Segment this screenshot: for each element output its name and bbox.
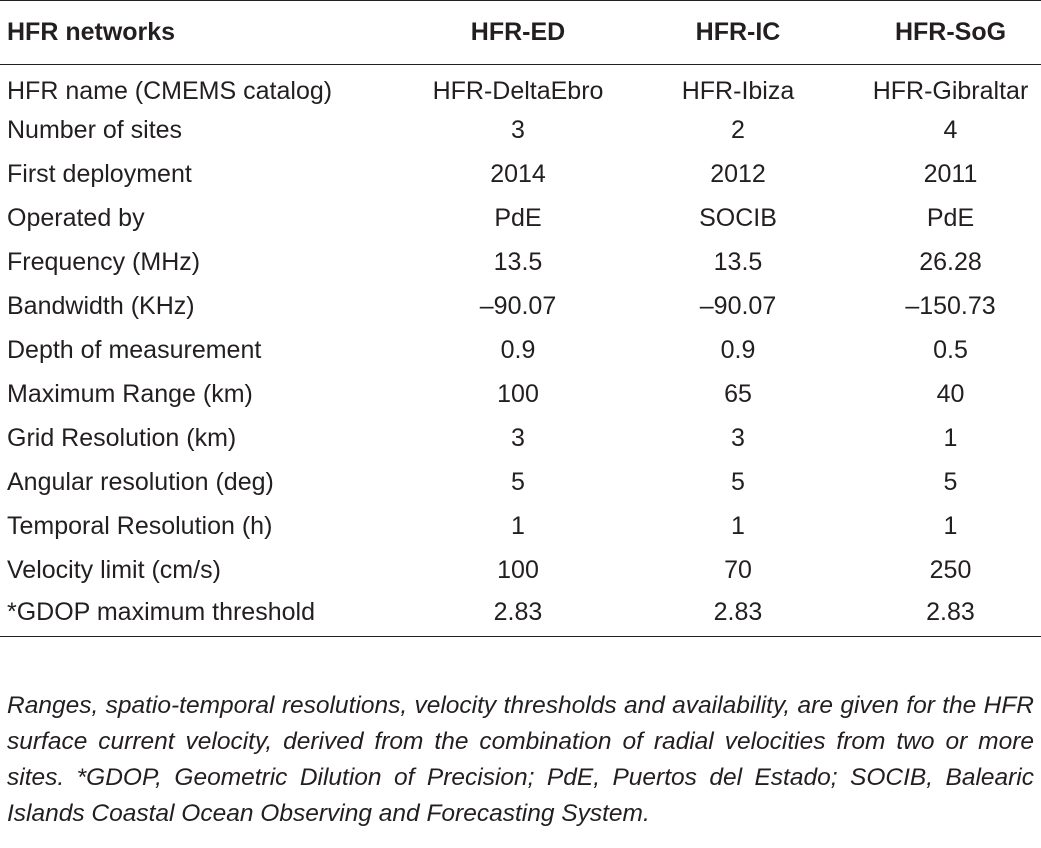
- column-header-hfr-ed: HFR-ED: [420, 1, 616, 65]
- cell-hfr-ed: HFR-DeltaEbro: [432, 77, 604, 106]
- cell-hfr-ic: 0.9: [720, 336, 756, 364]
- cell-hfr-sog: 26.28: [919, 248, 982, 276]
- cell-hfr-ic: –90.07: [699, 292, 777, 320]
- row-label: Number of sites: [7, 116, 183, 144]
- cell-hfr-sog: 4: [943, 116, 958, 144]
- table-row: [0, 285, 1041, 329]
- cell-hfr-ed: 2014: [490, 160, 546, 188]
- cell-hfr-ic: 1: [731, 512, 745, 540]
- table-row: [0, 65, 1041, 109]
- table-row: [0, 109, 1041, 153]
- cell-hfr-sog: –150.73: [905, 292, 996, 320]
- cell-hfr-ic: 65: [724, 380, 752, 408]
- row-label: Temporal Resolution (h): [7, 512, 273, 540]
- cell-hfr-ic: 3: [731, 424, 745, 452]
- cell-hfr-sog: 2.83: [860, 593, 1041, 637]
- cell-hfr-ic: 2.83: [616, 593, 860, 637]
- cell-hfr-ic: 5: [731, 468, 745, 496]
- column-header-hfr-ic: HFR-IC: [616, 1, 860, 65]
- cell-hfr-sog: 0.5: [933, 336, 968, 364]
- cell-hfr-ed: 1: [511, 512, 525, 540]
- table-row: [0, 417, 1041, 461]
- row-label: Velocity limit (cm/s): [7, 556, 221, 584]
- cell-hfr-ed: 2.83: [420, 593, 616, 637]
- table-header-row: [0, 1, 1041, 65]
- cell-hfr-ed: 5: [511, 468, 525, 496]
- cell-hfr-ic: HFR-Ibiza: [681, 77, 795, 106]
- column-header-hfr-sog: HFR-SoG: [860, 1, 1041, 65]
- row-label: Angular resolution (deg): [7, 468, 274, 496]
- cell-hfr-sog: 5: [943, 468, 958, 496]
- cell-hfr-ed: PdE: [494, 204, 542, 232]
- cell-hfr-sog: 40: [936, 380, 965, 408]
- cell-hfr-ed: 100: [497, 556, 539, 584]
- row-label: HFR name (CMEMS catalog): [7, 77, 333, 106]
- cell-hfr-ic: 2: [731, 116, 745, 144]
- table-footnote: Ranges, spatio-temporal resolutions, velocity thresholds and availability, are given for the HFR surface current velocity, derived from the combination of radial velocities from two or more sites. *GDOP, Geometric Dilution of Precision; PdE, Puertos del Estado; SOCIB, Balearic Islands Coastal Ocean Observing and Forecasting System.: [7, 691, 1034, 827]
- table-row: [0, 197, 1041, 241]
- cell-hfr-ed: 100: [497, 380, 539, 408]
- row-label: Frequency (MHz): [7, 248, 201, 276]
- row-label: Grid Resolution (km): [7, 424, 237, 452]
- table-row: [0, 329, 1041, 373]
- cell-hfr-ic: SOCIB: [699, 204, 777, 232]
- row-label: Bandwidth (KHz): [7, 292, 195, 320]
- row-label: Operated by: [7, 204, 145, 232]
- row-label: *GDOP maximum threshold: [0, 593, 420, 637]
- table-row: [0, 153, 1041, 197]
- row-label: First deployment: [7, 160, 192, 188]
- cell-hfr-sog: PdE: [926, 204, 975, 232]
- table-row: [0, 241, 1041, 285]
- cell-hfr-sog: 250: [929, 556, 972, 584]
- cell-hfr-ed: 0.9: [500, 336, 536, 364]
- cell-hfr-sog: 1: [943, 512, 958, 540]
- row-label: Maximum Range (km): [7, 380, 253, 408]
- cell-hfr-ic: 70: [724, 556, 752, 584]
- cell-hfr-sog: HFR-Gibraltar: [872, 77, 1029, 106]
- cell-hfr-ic: 2012: [710, 160, 766, 188]
- cell-hfr-ed: –90.07: [479, 292, 557, 320]
- cell-hfr-ic: 13.5: [713, 248, 763, 276]
- cell-hfr-ed: 13.5: [493, 248, 543, 276]
- cell-hfr-ed: 3: [511, 116, 525, 144]
- cell-hfr-sog: 2011: [923, 160, 978, 188]
- table-row: [0, 549, 1041, 593]
- table-row: [0, 373, 1041, 417]
- table-row: [0, 461, 1041, 505]
- cell-hfr-ed: 3: [511, 424, 525, 452]
- table-row: [0, 593, 1041, 637]
- row-label: Depth of measurement: [7, 336, 262, 364]
- table-row: [0, 505, 1041, 549]
- column-header-networks: HFR networks: [0, 1, 420, 65]
- cell-hfr-sog: 1: [943, 424, 958, 452]
